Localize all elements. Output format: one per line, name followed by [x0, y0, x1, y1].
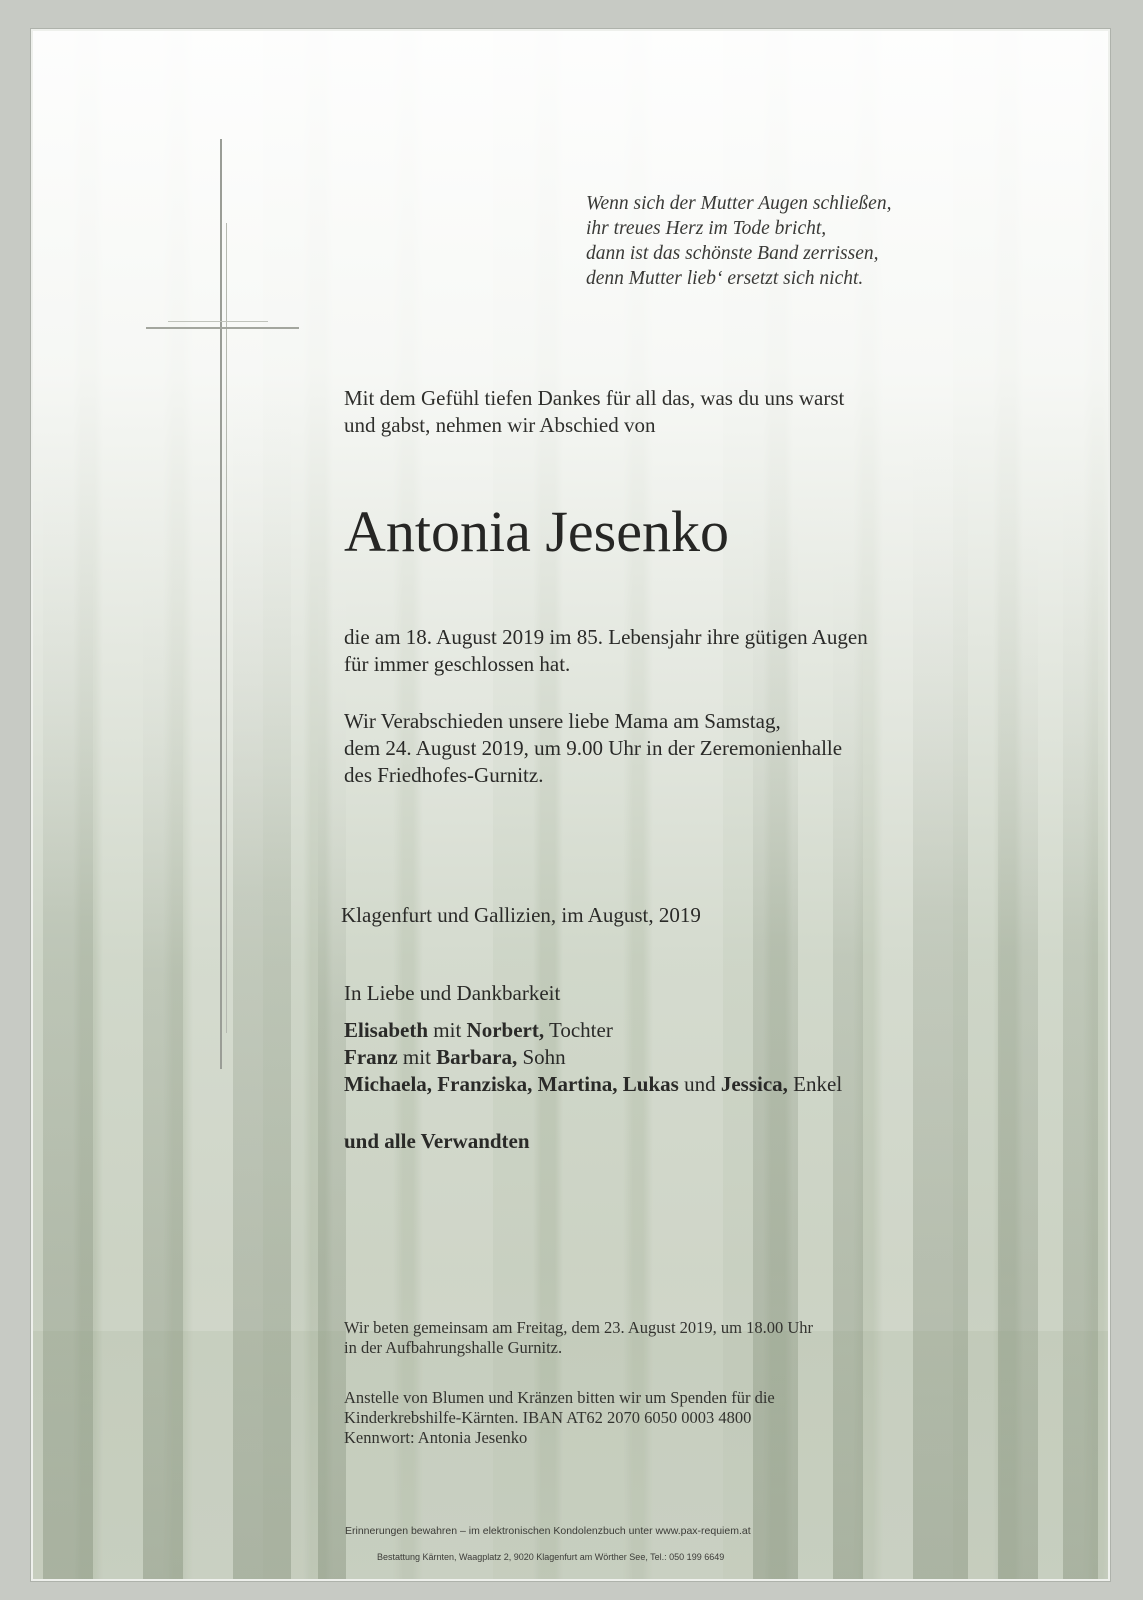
poem-line: Wenn sich der Mutter Augen schließen,	[586, 193, 892, 214]
farewell-text	[344, 708, 842, 789]
family-relation: Sohn	[517, 1045, 566, 1069]
farewell-line: Wir Verabschieden unsere liebe Mama am Samstag,	[344, 709, 781, 733]
family-member: Elisabeth	[344, 1018, 429, 1042]
donation-line: Anstelle von Blumen und Kränzen bitten wir um Spenden für die	[344, 1388, 775, 1407]
family-member: Michaela, Franziska, Martina, Lukas	[344, 1072, 679, 1096]
family-line	[344, 1017, 842, 1044]
poem-line: ihr treues Herz im Tode bricht,	[586, 218, 827, 239]
prayer-line: in der Aufbahrungshalle Gurnitz.	[344, 1338, 563, 1357]
family-member: Barbara,	[436, 1045, 518, 1069]
family-connector: mit	[428, 1018, 467, 1042]
family-line	[344, 1044, 842, 1071]
love-line: In Liebe und Dankbarkeit	[344, 981, 561, 1005]
death-line: die am 18. August 2019 im 85. Lebensjahr ihre gütigen Augen	[344, 625, 868, 649]
farewell-line: dem 24. August 2019, um 9.00 Uhr in der Zeremonienhalle	[344, 736, 843, 760]
cross-beam-shadow	[168, 321, 268, 322]
footer-address: Bestattung Kärnten, Waagplatz 2, 9020 Klagenfurt am Wörther See, Tel.: 050 199 6649	[377, 1552, 725, 1562]
prayer-line: Wir beten gemeinsam am Freitag, dem 23. August 2019, um 18.00 Uhr	[344, 1318, 814, 1337]
family-relation: Tochter	[544, 1018, 613, 1042]
deceased-name: Antonia Jesenko	[344, 499, 729, 564]
prayer-text	[344, 1318, 813, 1358]
family-member: Norbert,	[466, 1018, 545, 1042]
relatives-line: und alle Verwandten	[344, 1129, 530, 1153]
family-relation: Enkel	[787, 1072, 843, 1096]
place-date: Klagenfurt und Gallizien, im August, 2019	[341, 903, 701, 927]
family-connector: und	[678, 1072, 721, 1096]
family-list	[344, 1017, 842, 1098]
obituary-frame	[31, 29, 1110, 1581]
donation-line: Kennwort: Antonia Jesenko	[344, 1428, 528, 1447]
death-line: für immer geschlossen hat.	[344, 652, 571, 676]
death-text	[344, 624, 868, 678]
family-member: Franz	[344, 1045, 398, 1069]
poem-line: denn Mutter lieb‘ ersetzt sich nicht.	[586, 268, 864, 289]
donation-line: Kinderkrebshilfe-Kärnten. IBAN AT62 2070 6050 0003 4800	[344, 1408, 752, 1427]
cross-beam	[146, 327, 299, 329]
farewell-line: des Friedhofes-Gurnitz.	[344, 763, 544, 787]
intro-text	[344, 385, 844, 439]
cross-shadow-line	[226, 223, 227, 1033]
family-connector: mit	[397, 1045, 437, 1069]
poem-line: dann ist das schönste Band zerrissen,	[586, 243, 879, 264]
cross-icon	[220, 139, 222, 1069]
intro-line: Mit dem Gefühl tiefen Dankes für all das, was du uns warst	[344, 386, 845, 410]
intro-line: und gabst, nehmen wir Abschied von	[344, 413, 656, 437]
donation-text	[344, 1388, 775, 1448]
family-line	[344, 1071, 842, 1098]
family-member: Jessica,	[720, 1072, 788, 1096]
poem	[586, 191, 891, 291]
footer-condolence: Erinnerungen bewahren – im elektronischen Kondolenzbuch unter www.pax-requiem.at	[345, 1525, 751, 1537]
